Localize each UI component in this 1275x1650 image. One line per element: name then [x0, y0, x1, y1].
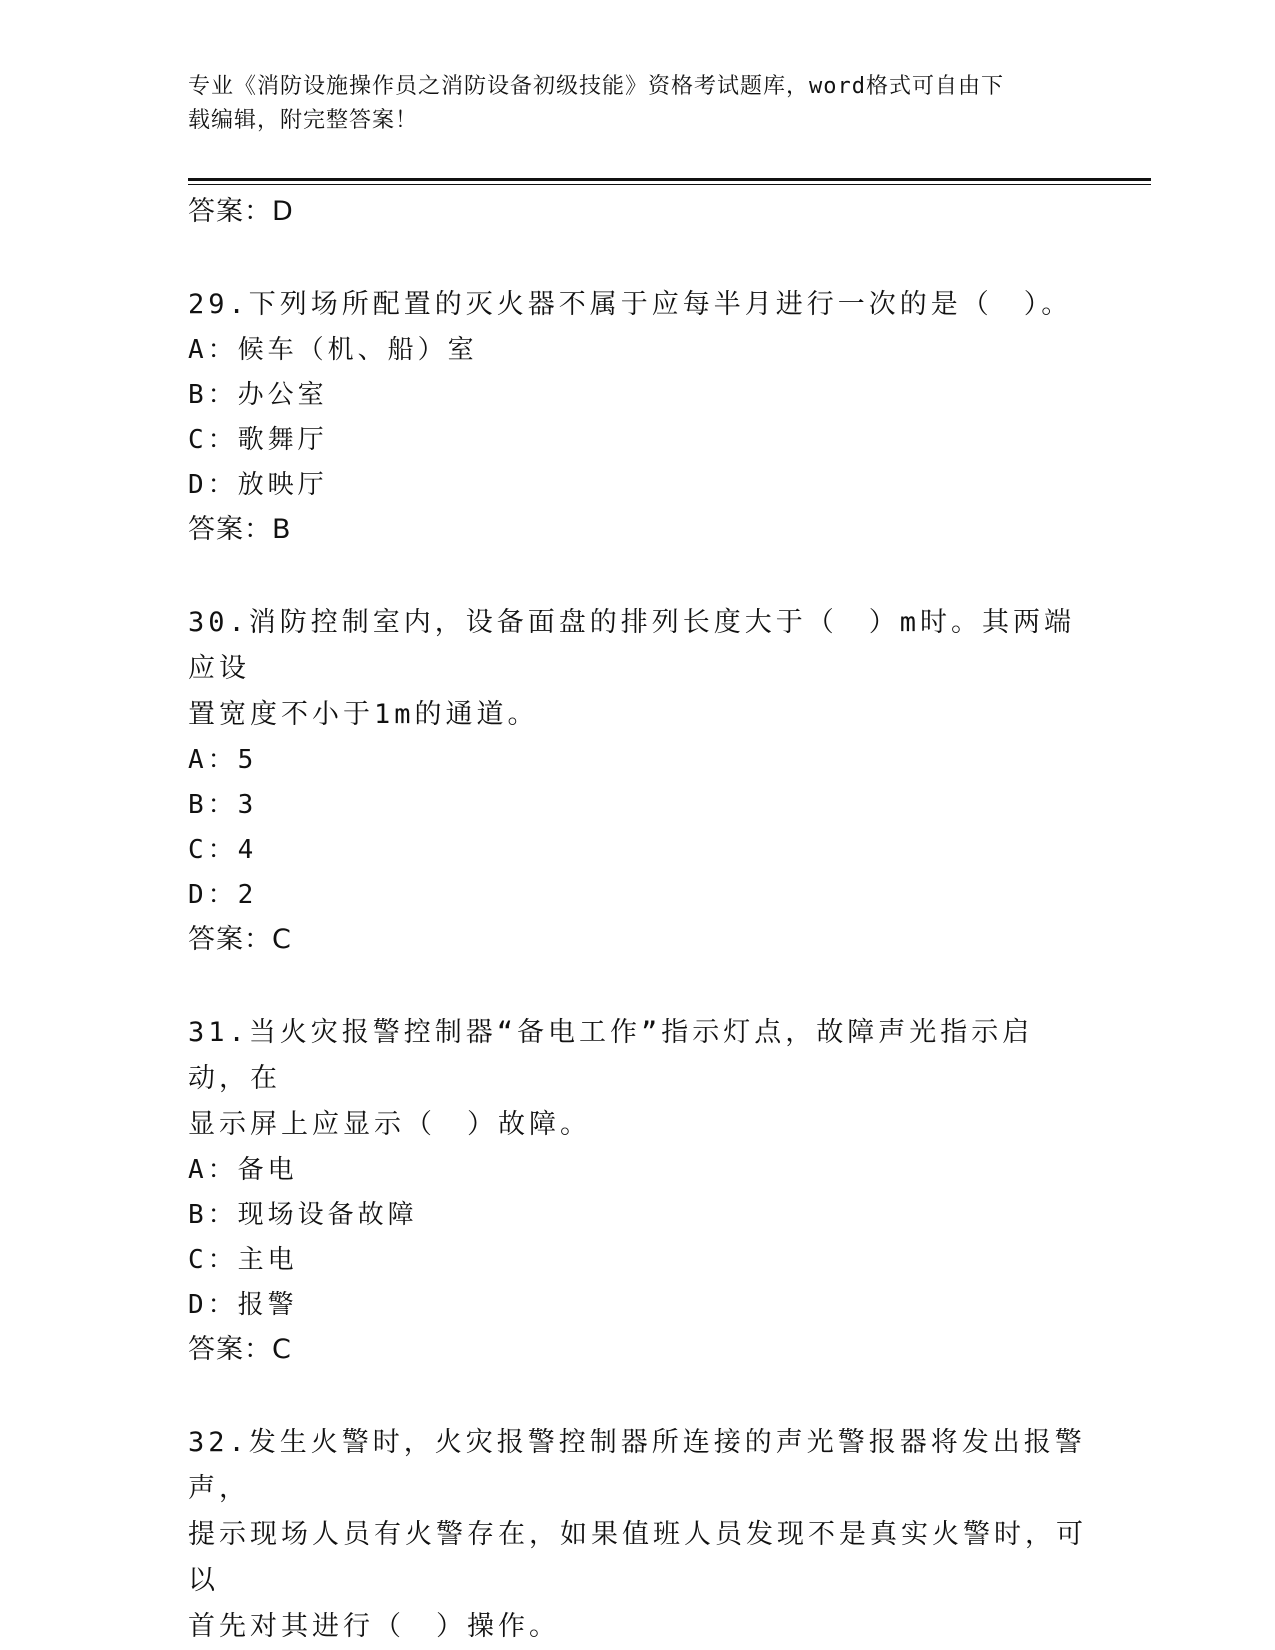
question-text-line-1: 31.当火灾报警控制器“备电工作”指示灯点，故障声光指示启动，在	[188, 1017, 1034, 1094]
answer: 答案：C	[188, 924, 292, 955]
header-line-1: 专业《消防设施操作员之消防设备初级技能》资格考试题库，word格式可自由下	[188, 74, 1004, 99]
answer: 答案：C	[188, 1334, 292, 1365]
question-text-line-3: 首先对其进行（ ）操作。	[188, 1611, 560, 1642]
header-line-2: 载编辑，附完整答案！	[188, 108, 419, 133]
question-text-line-1: 32.发生火警时，火灾报警控制器所连接的声光警报器将发出报警声，	[188, 1427, 1086, 1504]
option-a: A：候车（机、船）室	[188, 335, 478, 365]
option-c: C：4	[188, 835, 258, 865]
question-text-line-2: 置宽度不小于1m的通道。	[188, 699, 539, 730]
question-text-line-1: 30.消防控制室内，设备面盘的排列长度大于（ ）m时。其两端应设	[188, 607, 1076, 684]
option-b: B：现场设备故障	[188, 1200, 418, 1230]
option-d: D：放映厅	[188, 470, 328, 500]
question-31	[188, 1010, 1088, 1372]
option-b: B：办公室	[188, 380, 328, 410]
question-text-line-2: 显示屏上应显示（ ）故障。	[188, 1109, 591, 1140]
question-list	[188, 190, 1088, 1650]
header-divider-thick	[188, 178, 1151, 181]
option-c: C：主电	[188, 1245, 298, 1275]
option-a: A：备电	[188, 1155, 298, 1185]
question-30	[188, 600, 1088, 962]
question-text: 29.下列场所配置的灭火器不属于应每半月进行一次的是（ ）。	[188, 289, 1073, 320]
answer: 答案：B	[188, 514, 292, 545]
option-d: D：2	[188, 880, 258, 910]
option-d: D：报警	[188, 1290, 298, 1320]
question-32	[188, 1420, 1088, 1650]
answer-prev: 答案：D	[188, 196, 294, 227]
header-divider-thin	[188, 184, 1151, 185]
option-c: C：歌舞厅	[188, 425, 328, 455]
document-header	[188, 70, 1068, 138]
question-29	[188, 282, 1088, 552]
option-a: A：5	[188, 745, 258, 775]
option-b: B：3	[188, 790, 258, 820]
question-text-line-2: 提示现场人员有火警存在，如果值班人员发现不是真实火警时，可以	[188, 1519, 1087, 1596]
